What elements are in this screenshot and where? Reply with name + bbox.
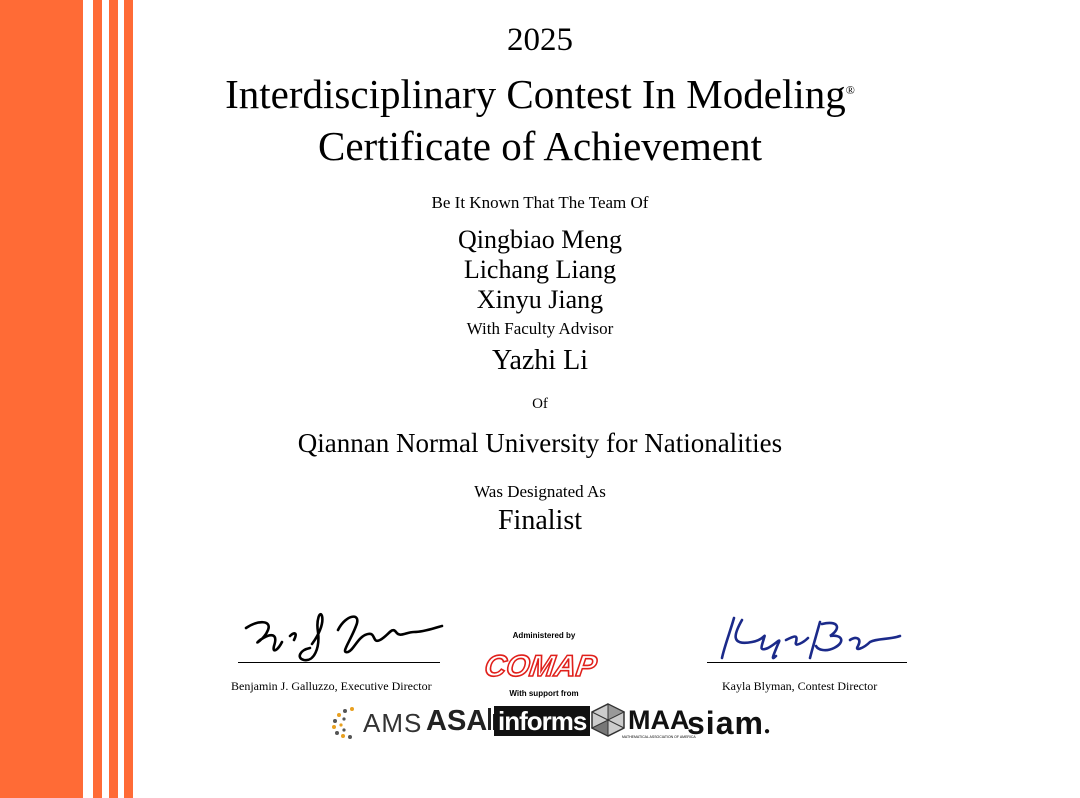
contest-name: Interdisciplinary Contest In Modeling® <box>225 71 855 117</box>
advisor-name: Yazhi Li <box>492 345 588 376</box>
left-signature <box>238 606 448 664</box>
siam-logo: siam● <box>687 705 770 741</box>
support-label: With support from <box>509 689 579 698</box>
maa-subtitle: MATHEMATICAL ASSOCIATION OF AMERICA <box>622 735 696 739</box>
maa-text: MAA <box>628 705 690 735</box>
right-signature-line <box>707 662 907 663</box>
ams-logo: AMS <box>363 708 423 738</box>
administered-by-label: Administered by <box>512 631 576 640</box>
certificate-title: Certificate of Achievement <box>318 123 762 169</box>
team-member: Xinyu Jiang <box>476 285 604 314</box>
institution-name: Qiannan Normal University for Nationalities <box>297 428 783 458</box>
informs-logo: informs <box>494 706 590 737</box>
svg-text:COMAP: COMAP <box>482 650 599 683</box>
advisor-label: With Faculty Advisor <box>466 319 614 338</box>
right-signature <box>712 612 907 664</box>
of-label: Of <box>532 396 548 412</box>
comap-logo <box>482 642 599 686</box>
award-level: Finalist <box>497 505 582 536</box>
ams-dots-icon <box>330 705 362 739</box>
maa-polyhedron-icon <box>590 703 626 737</box>
asa-logo: ASA <box>426 705 503 738</box>
left-signature-line <box>238 662 440 663</box>
team-member: Qingbiao Meng <box>458 225 622 254</box>
registered-mark: ® <box>845 83 855 97</box>
certificate-year: 2025 <box>507 22 573 58</box>
right-signature-caption: Kayla Blyman, Contest Director <box>722 679 878 693</box>
team-member: Lichang Liang <box>463 255 617 284</box>
left-signature-caption: Benjamin J. Galluzzo, Executive Director <box>231 679 432 693</box>
designation-label: Was Designated As <box>474 482 606 501</box>
known-label: Be It Known That The Team Of <box>431 193 649 212</box>
